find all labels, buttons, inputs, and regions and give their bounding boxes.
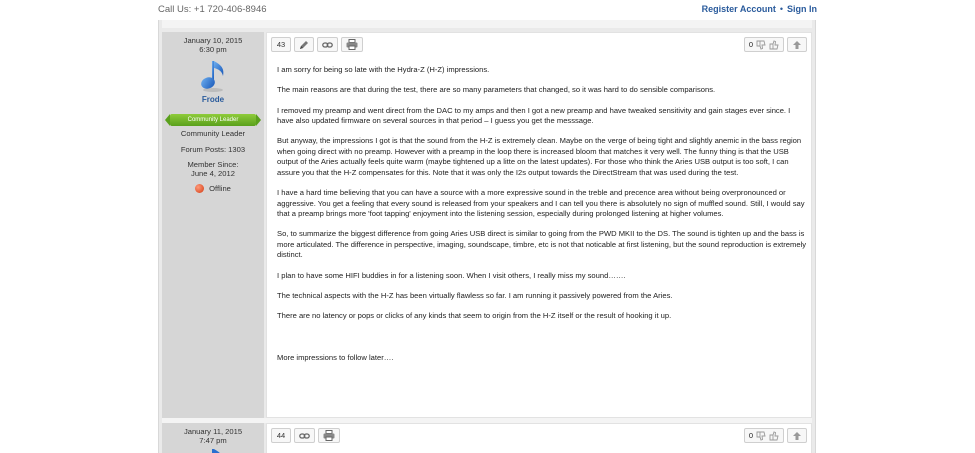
- closing-line: More impressions to follow later….: [277, 352, 394, 362]
- account-links: [702, 4, 817, 14]
- forum-posts-count: Forum Posts: 1303: [180, 144, 246, 154]
- link-icon: [322, 41, 333, 49]
- edit-button[interactable]: [294, 37, 314, 52]
- post-content: [266, 32, 812, 418]
- post-body: [277, 65, 807, 373]
- paragraph: I removed my preamp and went direct from the DAC to my amps and then I got a new preamp and have tweaked sensitivity and gain stages ever since. I have also updated firmware on several sources in that period – I guess you get the messsage.: [277, 105, 791, 126]
- arrow-up-icon: [792, 40, 802, 50]
- member-since-date: June 4, 2012: [191, 168, 235, 178]
- permalink-button[interactable]: [317, 37, 338, 52]
- register-account-link[interactable]: Register Account: [701, 4, 776, 14]
- vote-box: [744, 37, 784, 52]
- vote-controls: [744, 37, 807, 52]
- paragraph: But anyway, the impressions I got is that the sound from the H-Z is extremely clean. Maybe on the verge of being tight and slightly anemic in the bass region when going direct with no preamp. However with a preamp in the loop there is increased bloom that matches it very well. The funny thing is that the USB output of the Aries actually feels quite warm (maybe tightened up a litte on the latest updates). For those who think the Aries USB output is too soft, I can assure you that the H-Z compensates for this. Note that it was only the I2s output towards the DirectStream that was used during the test.: [277, 136, 802, 177]
- post-toolbar: [271, 37, 363, 52]
- author-rank: Community Leader: [180, 129, 246, 138]
- paragraph: I am sorry for being so late with the Hydra-Z (H-Z) impressions.: [277, 65, 490, 74]
- paragraph: The main reasons are that during the test, there are so many parameters that changed, so it was hard to do sensible comparisons.: [277, 85, 716, 95]
- online-status: [162, 184, 264, 193]
- paragraph-spacer: [277, 332, 807, 353]
- sign-in-link[interactable]: Sign In: [787, 4, 817, 14]
- post-date-text: January 10, 2015: [183, 36, 243, 45]
- post-separator: [162, 20, 812, 28]
- status-text: Offline: [209, 184, 231, 193]
- post-content: [266, 423, 812, 453]
- post-number-button[interactable]: 44: [271, 428, 291, 443]
- author-name[interactable]: Frode: [201, 95, 225, 104]
- print-icon: [323, 430, 335, 441]
- link-separator: •: [779, 4, 783, 14]
- arrow-up-icon: [792, 431, 802, 441]
- thumbs-up-icon[interactable]: [769, 431, 779, 441]
- link-icon: [299, 432, 310, 440]
- forum-post: [162, 423, 812, 453]
- vote-box: [744, 428, 784, 443]
- phone-number: Call Us: +1 720-406-8946: [158, 4, 267, 15]
- thumbs-down-icon[interactable]: [756, 40, 766, 50]
- pencil-icon: [299, 40, 309, 50]
- post-time-text: 7:47 pm: [199, 436, 227, 445]
- music-note-icon[interactable]: [199, 59, 227, 93]
- post-number-button[interactable]: 43: [271, 37, 291, 52]
- post-date-text: January 11, 2015: [183, 427, 243, 436]
- thumbs-up-icon[interactable]: [769, 40, 779, 50]
- member-since-label: Member Since:: [187, 160, 239, 169]
- vote-count: 0: [748, 431, 753, 440]
- post-date: [162, 32, 264, 54]
- move-top-button[interactable]: [787, 37, 807, 52]
- vote-count: 0: [748, 40, 753, 49]
- author-panel: [162, 32, 264, 418]
- post-toolbar: [271, 428, 340, 443]
- post-time-text: 6:30 pm: [199, 45, 227, 54]
- vote-controls: [744, 428, 807, 443]
- print-button[interactable]: [341, 37, 363, 52]
- move-top-button[interactable]: [787, 428, 807, 443]
- print-button[interactable]: [318, 428, 340, 443]
- forum-post: [162, 32, 812, 418]
- rank-badge: Community Leader: [170, 114, 256, 126]
- author-panel: [162, 423, 264, 453]
- top-bar: [0, 0, 975, 20]
- offline-dot-icon: [195, 184, 204, 193]
- paragraph: The technical aspects with the H-Z has been virtually flawless so far. I am running it passively powered from the Aries.: [277, 291, 673, 301]
- music-note-icon[interactable]: [199, 447, 227, 453]
- paragraph: I have a hard time believing that you can have a source with a more expressive sound in the treble and precence area without being overpronounced or aggressive. You get a feeling that every sound is released from your speakers and I can tell you there is absolutely no sign of muffled sound. Still, I would say that a preamp brings more 'foot tapping' enjoyment into the listening session, especially during prolonged listening at higher volumes.: [277, 188, 805, 219]
- post-date: [162, 423, 264, 445]
- paragraph: I plan to have some HIFI buddies in for a listening soon. When I visit others, I really miss my sound…….: [277, 270, 626, 280]
- permalink-button[interactable]: [294, 428, 315, 443]
- thumbs-down-icon[interactable]: [756, 431, 766, 441]
- paragraph: So, to summarize the biggest difference from going Aries USB direct is similar to going from the PWD MKII to the DS. The sound is tighten up and the bass is more articulated. The difference in perspective, imaging, soundscape, timbre, etc is not that noticable at first listening, but the sound reproduction is extremely distinct.: [277, 229, 807, 260]
- print-icon: [346, 39, 358, 50]
- paragraph: There are no latency or pops or clicks of any kinds that seem to origin from the H-Z itself or the result of hooking it up.: [277, 311, 672, 321]
